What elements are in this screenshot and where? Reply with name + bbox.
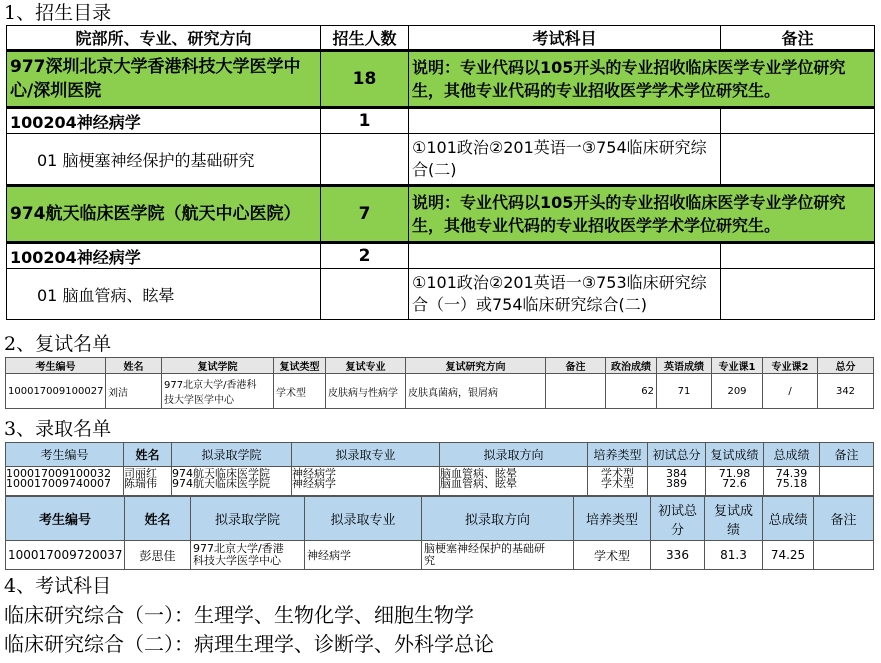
retest-total: 342 [818,374,874,409]
admit-col-name: 姓名 [124,443,172,467]
admit-b-col-name: 姓名 [125,497,191,541]
catalog-header-row [7,26,875,51]
major-subjects-empty [409,243,721,269]
admit-list-table-b [5,496,874,570]
dept-name-line: 心/深圳医院 [10,81,102,101]
section-heading-exam: 4、考试科目 [4,575,112,597]
admit-id: 100017009100032 [6,467,111,480]
admit-remark-cell [820,467,874,496]
retest-course2: / [763,374,818,409]
admit-b-col-remark: 备注 [814,497,874,541]
major-remark-empty [721,108,875,134]
admit-initial: 384 [666,467,687,480]
retest-list-table [5,357,874,409]
admit-b-col-id: 考生编号 [6,497,125,541]
retest-type: 学术型 [274,374,326,409]
dept-note [409,186,875,243]
retest-english: 71 [657,374,712,409]
major-subjects-empty [409,108,721,134]
direction-line: 究 [424,554,435,567]
retest-remark [546,374,606,409]
direction-line: 脑梗塞神经保护的基础研 [424,542,545,555]
admit-header-row [6,443,874,467]
admit-col-initial: 初试总分 [648,443,706,467]
admit-direction: 脑血管病、眩晕 [440,477,517,490]
dept-count: 18 [321,51,409,108]
college-line: 977北京大学/香港科 [164,380,257,391]
admit-b-name: 彭思佳 [125,541,191,570]
direction-subjects [409,269,721,320]
admit-b-col-direction: 拟录取方向 [422,497,574,541]
retest-college [162,374,274,409]
major-count: 1 [321,108,409,134]
dept-name [7,186,321,243]
retest-col-major: 复试专业 [326,358,406,374]
admit-b-initial: 336 [651,541,705,570]
admit-retest-cell [706,467,764,496]
table-row [6,467,874,496]
admit-col-college: 拟录取学院 [172,443,292,467]
table-row [6,541,874,570]
section-heading-retest: 2、复试名单 [4,333,112,355]
retest-politics: 62 [606,374,657,409]
admit-b-header-row [6,497,874,541]
catalog-major-row [7,243,875,269]
admit-college: 974航天临床医学院 [172,467,270,480]
major-name: 100204神经病学 [7,243,321,269]
admit-type: 学术型 [601,467,634,480]
exam-subject-line: 临床研究综合（二）：病理生理学、诊断学、外科学总论 [4,632,494,656]
note-line: 生，其他专业代码的专业招收医学学术学位研究生。 [412,81,781,100]
catalog-col-dept: 院部所、专业、研究方向 [7,26,321,51]
retest-col-name: 姓名 [106,358,162,374]
major-count: 2 [321,243,409,269]
admit-col-id: 考生编号 [6,443,124,467]
admit-b-id: 100017009720037 [6,541,125,570]
admit-b-remark [814,541,874,570]
section-heading-catalog: 1、招生目录 [4,2,112,24]
admit-b-type: 学术型 [574,541,651,570]
admit-col-total: 总成绩 [764,443,820,467]
catalog-col-count: 招生人数 [321,26,409,51]
admit-b-retest: 81.3 [705,541,763,570]
admit-b-total: 74.25 [763,541,814,570]
admit-col-direction: 拟录取方向 [440,443,588,467]
subjects-line: ①101政治②201英语一③753临床研究综 [412,273,707,292]
direction-name: 01 脑梗塞神经保护的基础研究 [7,134,321,186]
admit-id-cell [6,467,124,496]
retest-col-total: 总分 [818,358,874,374]
catalog-dept-row [7,51,875,108]
admit-college-cell [172,467,292,496]
admit-college: 974航天临床医学院 [172,477,270,490]
retest-header-row [6,358,874,374]
subjects-line: 合(二) [412,160,457,179]
retest-col-english: 英语成绩 [657,358,712,374]
admit-total: 74.39 [775,467,808,480]
admit-b-col-college: 拟录取学院 [191,497,305,541]
direction-name: 01 脑血管病、眩晕 [7,269,321,320]
admit-b-col-retest [705,497,763,541]
catalog-dept-row [7,186,875,243]
admit-b-major: 神经病学 [305,541,422,570]
dept-name-line: 977深圳北京大学香港科技大学医学中 [10,57,301,77]
admit-type: 学术型 [601,477,634,490]
catalog-major-row [7,108,875,134]
college-line: 技大学医学中心 [164,395,234,406]
catalog-direction-row [7,134,875,186]
direction-count-empty [321,269,409,320]
retest-col-type: 复试类型 [274,358,326,374]
retest-major: 皮肤病与性病学 [326,374,406,409]
dept-name-line: 974航天临床医学院（航天中心医院） [10,204,301,224]
admit-retest: 71.98 [718,467,751,480]
admit-major: 神经病学 [292,477,336,490]
retest-col-politics: 政治成绩 [606,358,657,374]
catalog-col-subjects: 考试科目 [409,26,721,51]
note-line: 说明：专业代码以105开头的专业招收临床医学专业学位研究 [412,193,846,212]
retest-col-course1: 专业课1 [712,358,763,374]
admit-b-col-type: 培养类型 [574,497,651,541]
direction-count-empty [321,134,409,186]
dept-note [409,51,875,108]
admit-list-table-a [5,442,874,496]
table-row [6,374,874,409]
admit-col-major: 拟录取专业 [292,443,440,467]
admit-total-cell [764,467,820,496]
retest-col-remark: 备注 [546,358,606,374]
subjects-line: ①101政治②201英语一③754临床研究综 [412,138,707,157]
admit-col-remark: 备注 [820,443,874,467]
section-heading-admit: 3、录取名单 [4,418,112,440]
major-remark-empty [721,243,875,269]
dept-count: 7 [321,186,409,243]
college-line: 科技大学医学中心 [193,554,281,567]
direction-subjects [409,134,721,186]
admission-catalog-table [6,25,875,320]
admit-name: 陈瑞伟 [124,477,157,490]
retest-direction: 皮肤真菌病，银屑病 [406,374,546,409]
retest-name: 刘洁 [106,374,162,409]
dept-name [7,51,321,108]
admit-major-cell [292,467,440,496]
admit-col-type: 培养类型 [588,443,648,467]
major-name: 100204神经病学 [7,108,321,134]
retest-course1: 209 [712,374,763,409]
admit-initial-cell [648,467,706,496]
admit-col-retest: 复试成绩 [706,443,764,467]
admit-id: 100017009740007 [6,477,111,490]
admit-total: 75.18 [775,477,808,490]
header-line: 绩 [726,522,740,538]
retest-col-id: 考生编号 [6,358,106,374]
admit-b-college [191,541,305,570]
catalog-direction-row [7,269,875,320]
retest-col-direction: 复试研究方向 [406,358,546,374]
exam-subject-line: 临床研究综合（一）：生理学、生物化学、细胞生物学 [4,603,474,627]
retest-id: 100017009100027 [6,374,106,409]
header-line: 复试成 [713,503,753,519]
admit-retest: 72.6 [722,477,747,490]
admit-direction: 脑血管病、眩晕 [440,467,517,480]
admit-major: 神经病学 [292,467,336,480]
catalog-col-remark: 备注 [721,26,875,51]
direction-remark-empty [721,269,875,320]
admit-b-direction [422,541,574,570]
admit-initial: 389 [666,477,687,490]
note-line: 说明：专业代码以105开头的专业招收临床医学专业学位研究 [412,58,846,77]
header-line: 分 [670,522,684,538]
college-line: 977北京大学/香港 [193,542,284,555]
admit-name-cell [124,467,172,496]
header-line: 初试总 [657,503,697,519]
admit-name: 司丽红 [124,467,157,480]
retest-col-college: 复试学院 [162,358,274,374]
admit-b-col-total: 总成绩 [763,497,814,541]
retest-col-course2: 专业课2 [763,358,818,374]
admit-b-col-initial [651,497,705,541]
subjects-line: 合（一）或754临床研究综合(二) [412,295,648,314]
direction-remark-empty [721,134,875,186]
admit-direction-cell [440,467,588,496]
admit-type-cell [588,467,648,496]
note-line: 生，其他专业代码的专业招收医学学术学位研究生。 [412,216,781,235]
admit-b-col-major: 拟录取专业 [305,497,422,541]
